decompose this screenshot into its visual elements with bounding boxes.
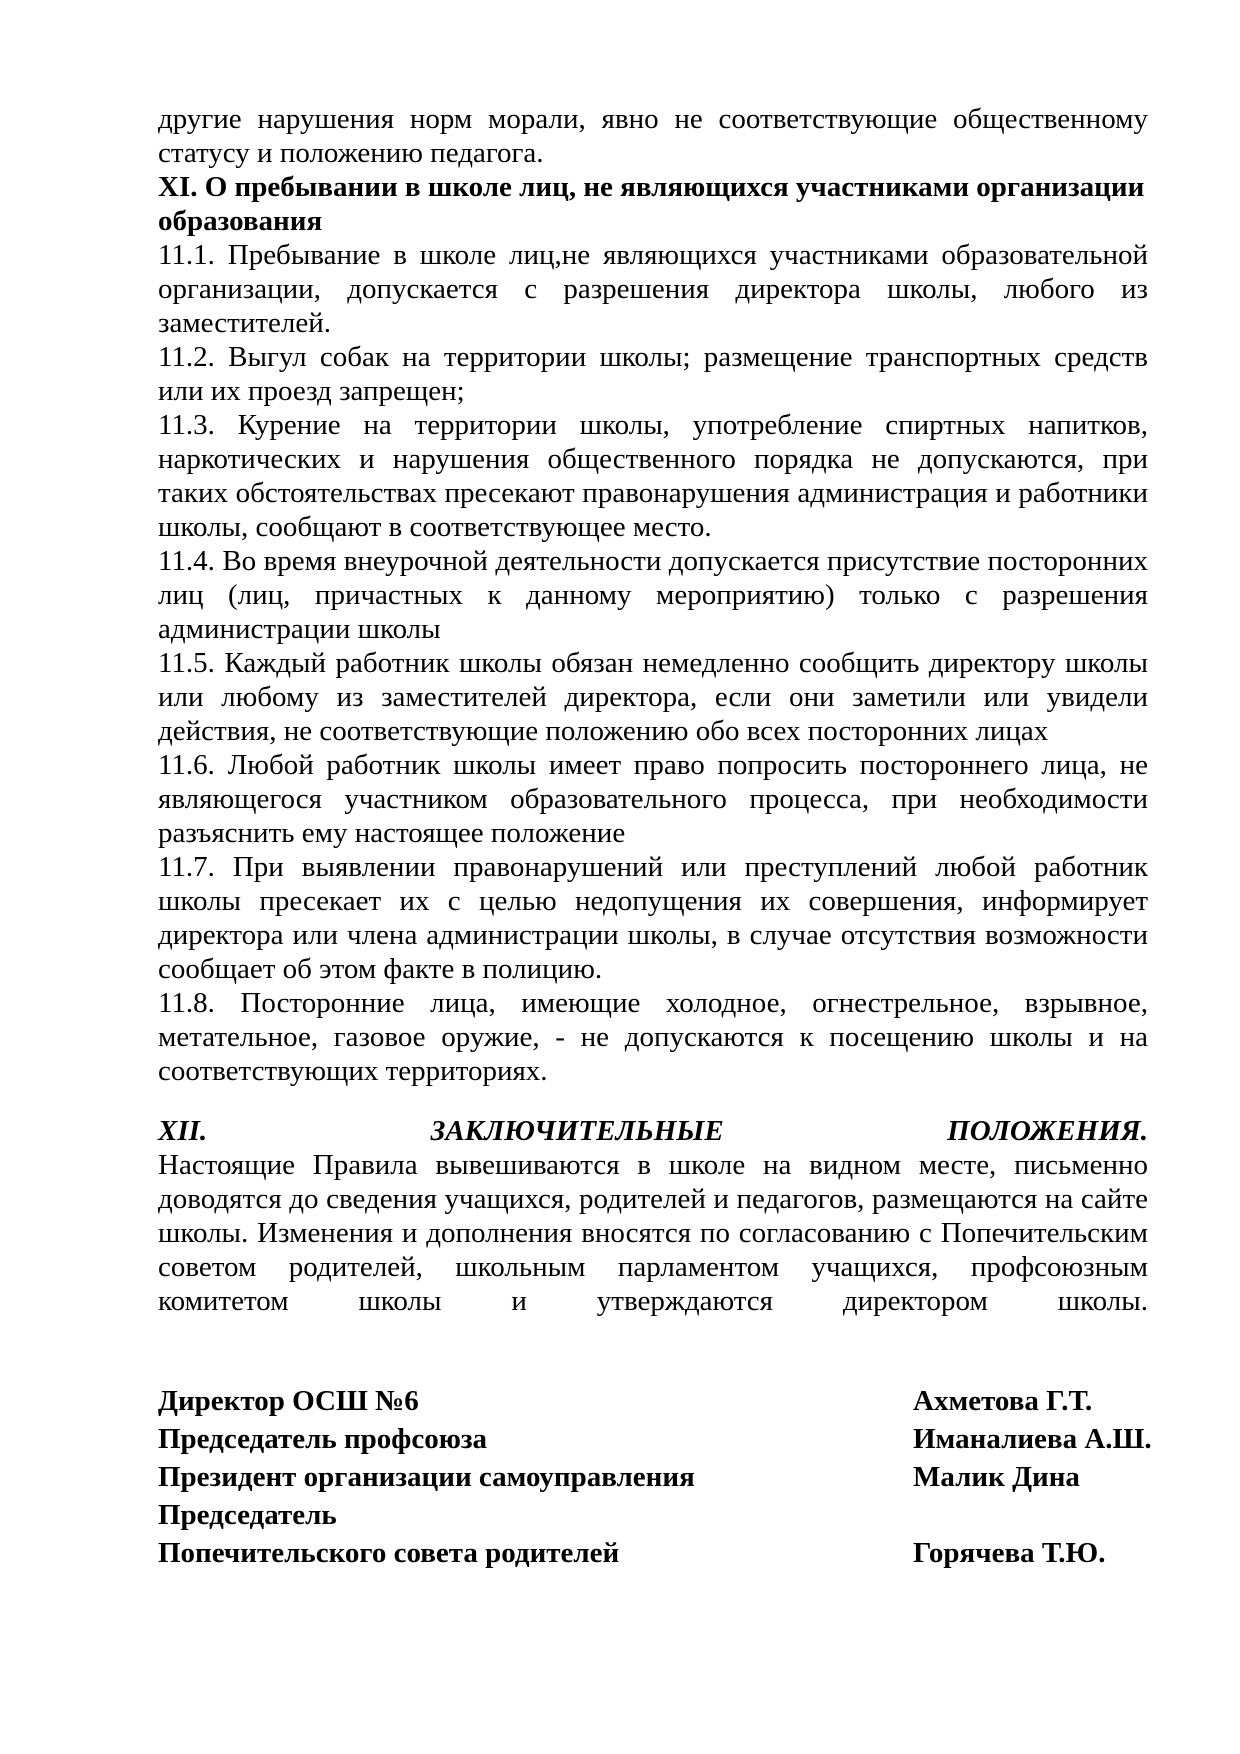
clause-11-8: 11.8. Посторонние лица, имеющие холодное, огнестрельное, взрывное, метательное, газовое оружие, - не допускаются к посещению школы и на соответствующих территориях.: [158, 987, 1148, 1087]
signature-title: Президент организации самоуправления: [158, 1461, 695, 1493]
clause-11-3: 11.3. Курение на территории школы, употребление спиртных напитков, наркотических и нарушения общественного порядка не допускаются, при таких обстоятельствах пресекают правонарушения администрация и работники школы, сообщают в соответствующее место.: [158, 409, 1148, 543]
clause-11-1: 11.1. Пребывание в школе лиц,не являющихся участниками образовательной организации, допускается с разрешения директора школы, любого из заместителей.: [158, 239, 1148, 339]
signature-row-chairman: [158, 1496, 1148, 1534]
signature-row-director: [158, 1382, 1148, 1420]
signature-name: Горячева Т.Ю.: [913, 1537, 1106, 1569]
section-11-heading: XI. О пребывании в школе лиц, не являющихся участниками организации образования: [158, 171, 1145, 237]
signature-name: Ахметова Г.Т.: [913, 1385, 1093, 1417]
clause-11-5: 11.5. Каждый работник школы обязан немедленно сообщить директору школы или любому из заместителей директора, если они заметили или увидели действия, не соответствующие положению обо всех посторонних лицах: [158, 647, 1148, 747]
signature-title: Председатель профсоюза: [158, 1423, 488, 1455]
section-12-body-paragraph: Настоящие Правила вывешиваются в школе на видном месте, письменно доводятся до сведения учащихся, родителей и педагогов, размещаются на сайте школы. Изменения и дополнения вносятся по согласованию с Попечительским советом родителей, школьным парламентом учащихся, профсоюзным комитетом школы и утверждаются директором школы.: [158, 1149, 1148, 1317]
intro-continuation-paragraph: другие нарушения норм морали, явно не соответствующие общественному статусу и положению педагога.: [158, 103, 1148, 169]
section-12-heading: XII. ЗАКЛЮЧИТЕЛЬНЫЕ ПОЛОЖЕНИЯ.: [158, 1115, 1148, 1147]
signature-row-parents-board: [158, 1534, 1148, 1572]
signature-title: Директор ОСШ №6: [158, 1385, 419, 1417]
signature-row-union-chair: [158, 1420, 1152, 1458]
clause-11-4: 11.4. Во время внеурочной деятельности допускается присутствие посторонних лиц (лиц, причастных к данному мероприятию) только с разрешения администрации школы: [158, 545, 1148, 645]
signature-name: [913, 1496, 1148, 1534]
signature-title: Попечительского совета родителей: [158, 1537, 620, 1569]
clause-11-6: 11.6. Любой работник школы имеет право попросить постороннего лица, не являющегося участником образовательного процесса, при необходимости разъяснить ему настоящее положение: [158, 749, 1148, 849]
signature-title: Председатель: [158, 1499, 337, 1531]
signature-name: Иманалиева А.Ш.: [913, 1423, 1152, 1455]
clause-11-2: 11.2. Выгул собак на территории школы; размещение транспортных средств или их проезд запрещен;: [158, 341, 1148, 407]
signature-row-self-gov-president: [158, 1458, 1148, 1496]
signature-name: Малик Дина: [913, 1461, 1080, 1493]
clause-11-7: 11.7. При выявлении правонарушений или преступлений любой работник школы пресекает их с целью недопущения их совершения, информирует директора или члена администрации школы, в случае отсутствия возможности сообщает об этом факте в полицию.: [158, 851, 1148, 985]
signature-block: [158, 1382, 1152, 1572]
